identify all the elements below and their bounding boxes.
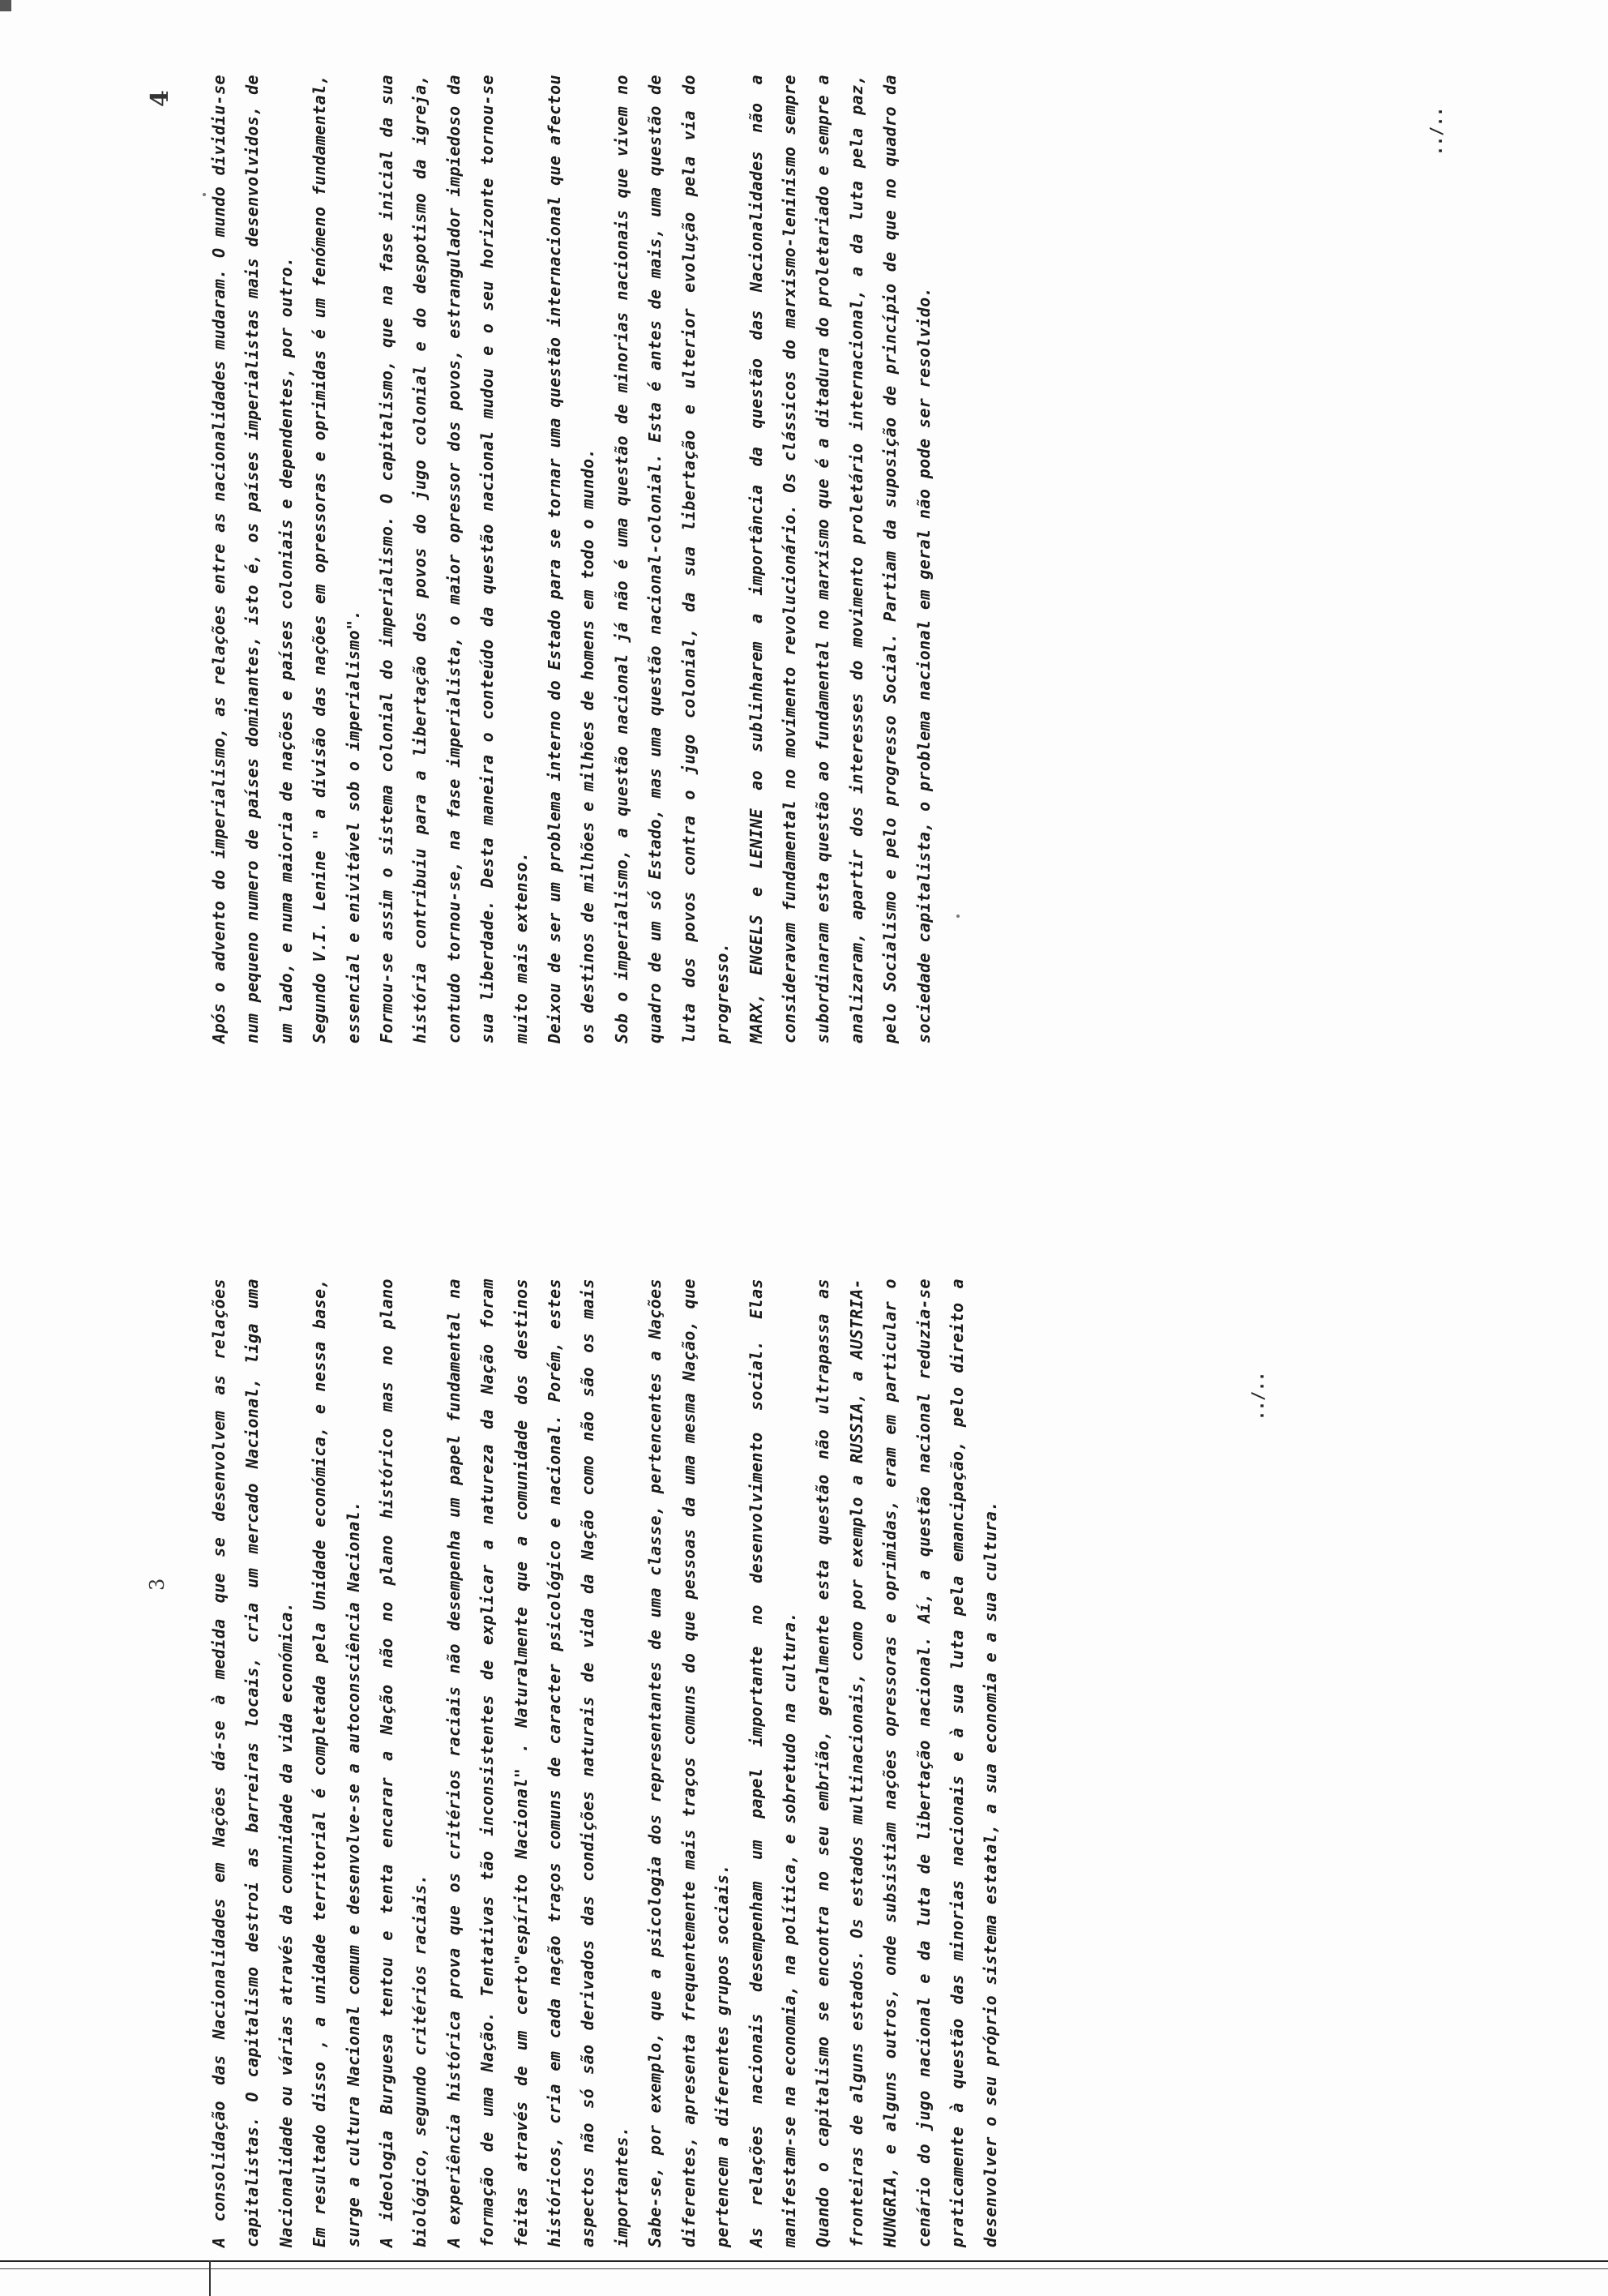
binding-edge-tick — [209, 2260, 211, 2296]
scan-speck — [956, 915, 960, 918]
paragraph: Formou-se assim o sistema colonial do imperialismo. O capitalismo, que na fase inicial da sua história contribuiu para a libertação dos povos do jugo colonial e do despotismo da igreja, contudo tornou-se, na fase imperialista, o maior opressor dos povos, estrangulador impiedoso da sua liberdade. Desta maneira o conteúdo da questão nacional mudou e o seu horizonte tornou-se muito mais extenso. — [377, 75, 531, 1043]
paragraph: Deixou de ser um problema interno do Estado para se tornar uma questão internacional que afectou os destinos de milhões e milhões de homens em todo o mundo. — [545, 75, 598, 1043]
binding-edge-line — [0, 2268, 1608, 2269]
paragraph: Quando o capitalismo se encontra no seu embrião, geralmente esta questão não ultrapassa as fronteiras de alguns estados. Os estados multinacionais, como por exemplo a RUSSIA, a AUSTRIA-HUNGRIA, e alguns outros, onde subsistiam nações opressoras e oprimidas, eram em particular o cenário do jugo nacional e da luta de libertação nacional. Aí, a questão nacional reduzia-se praticamente à questão das minorias nacionais e à sua luta pela emancipação, pelo direito a desenvolver o seu próprio sistema estatal, a sua economia e a sua cultura. — [813, 1279, 1001, 2247]
scan-speck — [203, 193, 206, 196]
continuation-mark-left: ../.. — [1248, 1371, 1268, 1420]
paragraph: Em resultado disso , a unidade territorial é completada pela Unidade económica, e nessa base, surge a cultura Nacional comum e desenvolve-se a autoconsciência Nacional. — [310, 1279, 363, 2247]
page-number-left: 3 — [146, 1578, 169, 1591]
paragraph: As relações nacionais desempenham um papel importante no desenvolvimento social. Elas manifestam-se na economia, na política, e sobretudo na cultura. — [746, 1279, 799, 2247]
paragraph: Sabe-se, por exemplo, que a psicologia dos representantes de uma classe, pertencentes a Nações diferentes, apresenta frequentemente mais traços comuns do que pessoas da uma mesma Nação, que pertencem a diferentes grupos sociais. — [645, 1279, 733, 2247]
paragraph: MARX, ENGELS e LENINE ao sublinharem a importância da questão das Nacionalidades não a consideravam fundamental no movimento revolucionário. Os clássicos do marxismo-leninismo sempre subordinaram esta questão ao fundamental no marxismo que é a ditadura do proletariado e sempre a analizaram, apartir dos interesses do movimento proletário internacional, a da luta pela paz, pelo Socialismo e pelo progresso Social. Partiam da suposição de princípio de que no quadro da sociedade capitalista, o problema nacional em geral não pode ser resolvido. — [746, 75, 934, 1043]
paragraph: Após o advento do imperialismo, as relações entre as nacionalidades mudaram. O mundo dividiu-se num pequeno numero de países dominantes, isto é, os países imperialistas mais desenvolvidos, de um lado, e numa maioria de nações e países coloniais e dependentes, por outro. — [209, 75, 296, 1043]
paragraph: A ideologia Burguesa tentou e tenta encarar a Nação não no plano histórico mas no plano biológico, segundo critérios raciais. — [377, 1279, 430, 2247]
paragraph: Segundo V.I. Lenine " a divisão das nações em opressoras e oprimidas é um fenómeno fundamental, essencial e enivitável sob o imperialismo". — [310, 75, 363, 1043]
paragraph: Sob o imperialismo, a questão nacional já não é uma questão de minorias nacionais que vivem no quadro de um só Estado, mas uma questão nacional-colonial. Esta é antes de mais, uma questão de luta dos povos contra o jugo colonial, da sua libertação e ulterior evolução pela via do progresso. — [611, 75, 733, 1043]
left-page-text — [203, 1279, 1008, 2247]
paragraph: A experiência histórica prova que os critérios raciais não desempenha um papel fundamental na formação de uma Nação. Tentativas tão inconsistentes de explicar a natureza da Nação foram feitas através de um certo"espírito Nacional" . Naturalmente que a comunidade dos destinos históricos, cria em cada nação traços comuns de caracter psicológico e nacional. Porém, estes aspectos não só são derivados das condições naturais de vida da Nação como não são os mais importantes. — [443, 1279, 631, 2247]
paragraph: A consolidação das Nacionalidades em Nações dá-se à medida que se desenvolvem as relações capitalistas. O capitalismo destroi as barreiras locais, cria um mercado Nacional, liga uma Nacionalidade ou várias através da comunidade da vida económica. — [209, 1279, 296, 2247]
page-number-right: 4 — [146, 90, 174, 107]
continuation-mark-right: ../.. — [1426, 106, 1446, 156]
right-page-text — [203, 75, 941, 1043]
binding-edge-line — [0, 2260, 1608, 2262]
